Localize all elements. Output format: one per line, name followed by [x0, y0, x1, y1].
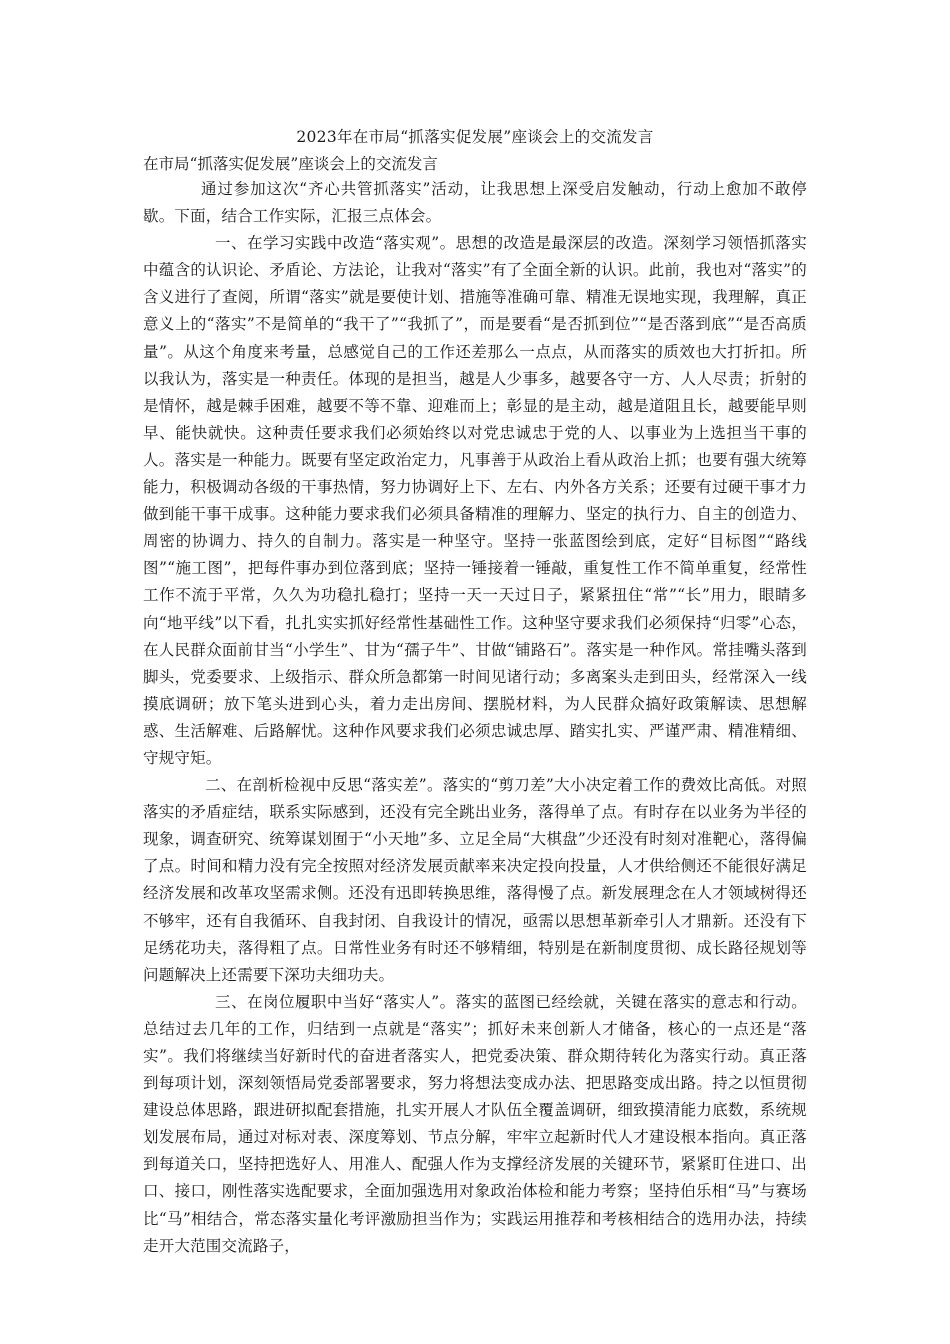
- document-subtitle: 在市局“抓落实促发展”座谈会上的交流发言: [143, 155, 438, 173]
- paragraph-section-three: 三、在岗位履职中当好“落实人”。落实的蓝图已经绘就，关键在落实的意志和行动。总结过去几年的工作，归结到一点就是“落实”；抓好未来创新人才储备，核心的一点还是“落实”。我们将继续当好新时代的奋进者落实人，把党委决策、群众期待转化为落实行动。真正落到每项计划，深刻领悟局党委部署要求，努力将想法变成办法、把思路变成出路。持之以恒贯彻建设总体思路，跟进研拟配套措施，扎实开展人才队伍全覆盖调研，细致摸清能力底数，系统规划发展布局，通过对标对表、深度筹划、节点分解，牢牢立起新时代人才建设根本指向。真正落到每道关口，坚持把选好人、用准人、配强人作为支撑经济发展的关键环节，紧紧盯住进口、出口、接口，刚性落实选配要求，全面加强选用对象政治体检和能力考察；坚持伯乐相“马”与赛场比“马”相结合，常态落实量化考评激励担当作为；实践运用推荐和考核相结合的选用办法，持续走开大范围交流路子，: [143, 992, 807, 1255]
- document-title: 2023年在市局“抓落实促发展”座谈会上的交流发言: [296, 128, 654, 146]
- paragraph-section-one: 一、在学习实践中改造“落实观”。思想的改造是最深层的改造。深刻学习领悟抓落实中蕴含的认识论、矛盾论、方法论，让我对“落实”有了全面全新的认识。此前，我也对“落实”的含义进行了查阅，所谓“落实”就是要使计划、措施等准确可靠、精准无误地实现，我理解，真正意义上的“落实”不是简单的“我干了”“我抓了”，而是要看“是否抓到位”“是否落到底”“是否高质量”。从这个角度来考量，总感觉自己的工作还差那么一点点，从而落实的质效也大打折扣。所以我认为，落实是一种责任。体现的是担当，越是人少事多，越要各守一方、人人尽责；折射的是情怀，越是棘手困难，越要不等不靠、迎难而上；彰显的是主动，越是道阻且长，越要能早则早、能快就快。这种责任要求我们必须始终以对党忠诚忠于党的人、以事业为上选担当干事的人。落实是一种能力。既要有坚定政治定力，凡事善于从政治上看从政治上抓；也要有强大统筹能力，积极调动各级的干事热情，努力协调好上下、左右、内外各方关系；还要有过硬干事才力做到能干事干成事。这种能力要求我们必须具备精准的理解力、坚定的执行力、自主的创造力、周密的协调力、持久的自制力。落实是一种坚守。坚持一张蓝图绘到底，定好“目标图”“路线图”“施工图”，把每件事办到位落到底；坚持一锤接着一锤敲，重复性工作不简单重复，经常性工作不流于平常，久久为功稳扎稳打；坚持一天一天过日子，紧紧扭住“常”“长”用力，眼睛多向“地平线”以下看，扎扎实实抓好经常性基础性工作。这种坚守要求我们必须保持“归零”心态，在人民群众面前甘当“小学生”、甘为“孺子牛”、甘做“铺路石”。落实是一种作风。常挂嘴头落到脚头，党委要求、上级指示、群众所急都第一时间见诸行动；多离案头走到田头，经常深入一线摸底调研；放下笔头进到心头，着力走出房间、摆脱材料，为人民群众搞好政策解读、思想解惑、生活解难、后路解忧。这种作风要求我们必须忠诚忠厚、踏实扎实、严谨严肃、精准精细、守规守矩。: [143, 234, 807, 767]
- document-page: [143, 122, 807, 1260]
- paragraph-intro: 通过参加这次“齐心共管抓落实”活动，让我思想上深受启发触动，行动上愈加不敢停歇。下面，结合工作实际，汇报三点体会。: [143, 180, 807, 226]
- paragraph-section-two: 二、在剖析检视中反思“落实差”。落实的“剪刀差”大小决定着工作的费效比高低。对照落实的矛盾症结，联系实际感到，还没有完全跳出业务，落得单了点。有时存在以业务为半径的现象，调查研究、统筹谋划囿于“小天地”多、立足全局“大棋盘”少还没有时刻对准靶心，落得偏了点。时间和精力没有完全按照对经济发展贡献率来决定投向投量，人才供给侧还不能很好满足经济发展和改革攻坚需求侧。还没有迅即转换思维，落得慢了点。新发展理念在人才领域树得还不够牢，还有自我循环、自我封闭、自我设计的情况，亟需以思想革新牵引人才鼎新。还没有下足绣花功夫，落得粗了点。日常性业务有时还不够精细，特别是在新制度贯彻、成长路径规划等问题解决上还需要下深功夫细功夫。: [143, 776, 807, 984]
